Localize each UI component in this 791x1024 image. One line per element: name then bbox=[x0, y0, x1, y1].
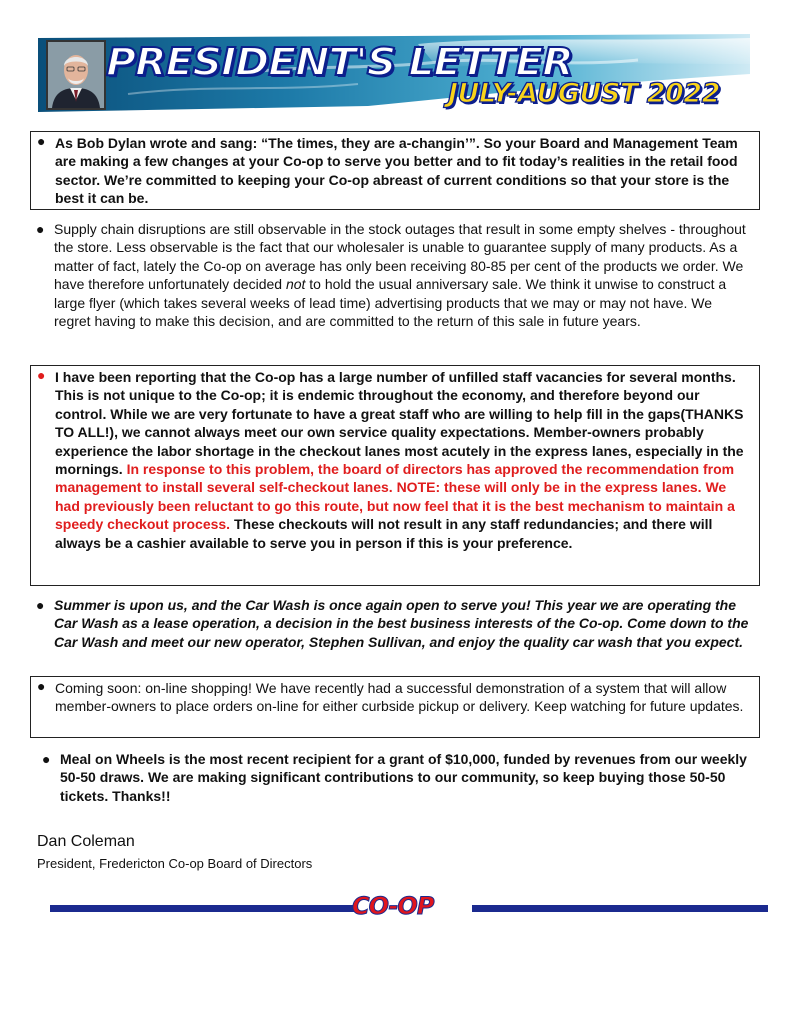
header-banner bbox=[38, 34, 750, 112]
list-item bbox=[30, 220, 760, 330]
page-title: PRESIDENT'S LETTER bbox=[106, 40, 573, 84]
item-text-emphasis: not bbox=[285, 276, 306, 293]
list-item bbox=[30, 676, 760, 738]
logo-text: CO-OP bbox=[352, 892, 434, 920]
signature-name: Dan Coleman bbox=[37, 833, 135, 850]
bullet-icon: ● bbox=[37, 367, 46, 383]
item-text-part: Supply chain disruptions are still observable in the stock outages that result in some empty shelves - throughout the store. Less observable is the fact that our wholesaler is unable to guarantee supply of many products. As a matter of fact, lately the Co-op on average has only been receiving 80-85 per cent of the products we order. We have therefore unfortunately decided bbox=[54, 221, 746, 293]
bullet-icon: ● bbox=[37, 678, 46, 694]
list-item bbox=[30, 131, 760, 210]
item-text: Meal on Wheels is the most recent recipient for a grant of $10,000, funded by revenues from our weekly 50-50 draws. We are making significant contributions to our community, so keep buying those 50-50 tickets. Thanks!! bbox=[60, 751, 747, 804]
footer-rule bbox=[50, 905, 355, 912]
item-text: Summer is upon us, and the Car Wash is once again open to serve you! This year we are operating the Car Wash as a lease operation, a decision in the best business interests of the Co-op. Come down to the Car Wash and meet our new operator, Stephen Sullivan, and enjoy the quality car wash that you expect. bbox=[54, 597, 749, 650]
bullet-icon: ● bbox=[37, 133, 46, 149]
item-text: As Bob Dylan wrote and sang: “The times, they are a-changin’”. So your Board and Management Team are making a few changes at your Co-op to serve you better and to fit today’s realities in the retail food sector. We’re committed to keeping your Co-op abreast of current conditions so that your store is the best it can be. bbox=[55, 135, 738, 207]
bullet-icon: ● bbox=[42, 751, 51, 767]
issue-date: JULY-AUGUST 2022 bbox=[448, 78, 720, 109]
coop-logo bbox=[352, 892, 474, 920]
item-text-part: I have been reporting that the Co-op has a large number of unfilled staff vacancies for several months. This is not unique to the Co-op; it is endemic throughout the economy, and therefore beyond our control. While we are very fortunate to have a great staff who are willing to help fill in the gaps(THANKS TO ALL!), we cannot always meet our own service quality expectations. Member-owners probably experience the labor shortage in the checkout lanes most acutely in the express lanes, especially in the mornings. bbox=[55, 369, 744, 478]
bullet-icon: ● bbox=[36, 597, 45, 613]
item-text-part: These checkouts will not result in any staff redundancies; and there will always be a cashier available to serve you in person if this is your preference. bbox=[55, 516, 713, 551]
item-text-part: to hold the usual anniversary sale. We think it unwise to construct a large flyer (which takes several weeks of lead time) advertising products that we may or may not have. We regret having to make this decision, and are committed to the return of this sale in future years. bbox=[54, 276, 727, 330]
list-item bbox=[30, 596, 760, 651]
item-text bbox=[55, 368, 751, 552]
bullet-icon: ● bbox=[36, 221, 45, 237]
list-item bbox=[36, 750, 760, 805]
item-text bbox=[54, 220, 752, 330]
item-text: Coming soon: on-line shopping! We have recently had a successful demonstration of a system that will allow member-owners to place orders on-line for either curbside pickup or delivery. Keep watching for future updates. bbox=[55, 680, 744, 715]
footer-rule bbox=[472, 905, 768, 912]
item-text-highlight: In response to this problem, the board of directors has approved the recommendation from management to install several self-checkout lanes. NOTE: these will only be in the express lanes. We had previously been reluctant to go this route, but now feel that it is the best mechanism to maintain a speedy checkout process. bbox=[55, 461, 735, 533]
signature-title: President, Fredericton Co-op Board of Directors bbox=[37, 856, 313, 871]
list-item bbox=[30, 365, 760, 586]
president-photo bbox=[46, 40, 106, 110]
